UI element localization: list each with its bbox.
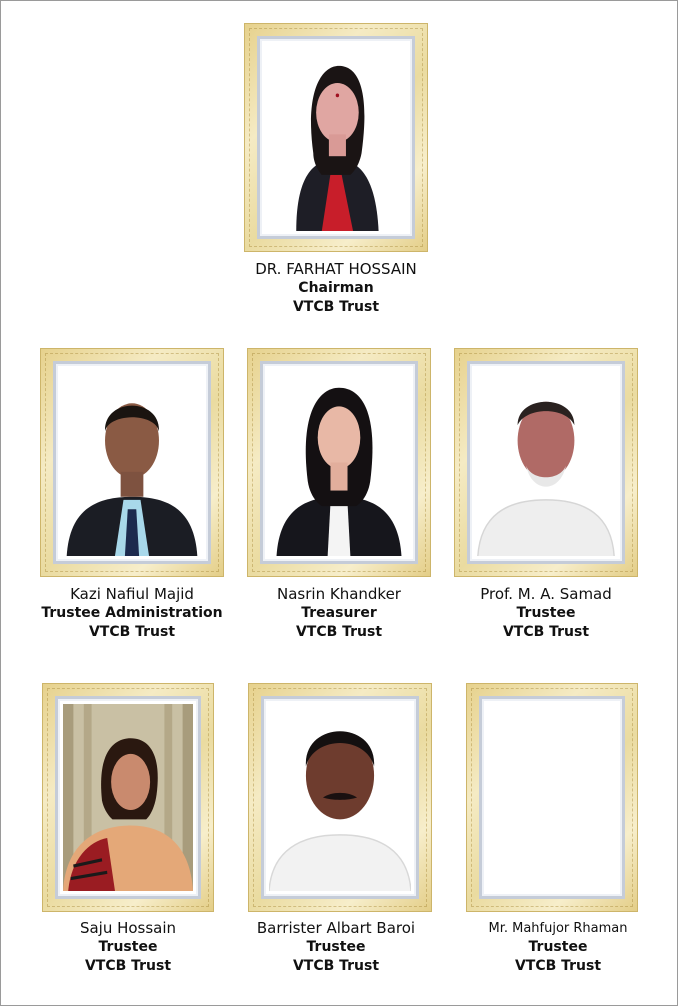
member-role: Trustee — [528, 939, 588, 955]
member-name: DR. FARHAT HOSSAIN — [255, 260, 417, 278]
barrister-albart-baroi-caption — [216, 919, 456, 976]
member-organization: VTCB Trust — [292, 299, 380, 315]
portrait-frame-mahfujor-rhaman — [466, 683, 638, 912]
member-role: Chairman — [298, 280, 374, 296]
portrait-frame-barrister-albart-baroi — [248, 683, 432, 912]
barrister-albart-baroi-photo — [269, 704, 411, 891]
member-name: Prof. M. A. Samad — [480, 585, 612, 603]
portrait-frame-kazi-nafiul-majid — [40, 348, 224, 577]
portrait-frame-nasrin-khandker — [247, 348, 431, 577]
portrait-mat — [260, 361, 418, 564]
member-name: Saju Hossain — [79, 919, 177, 937]
chairman-photo — [265, 44, 407, 231]
kazi-nafiul-majid-caption — [12, 585, 252, 642]
saju-hossain-caption — [8, 919, 248, 976]
nasrin-khandker-caption — [219, 585, 459, 642]
portrait-mat — [479, 696, 625, 899]
chairman-caption — [186, 260, 486, 317]
member-organization: VTCB Trust — [502, 624, 590, 640]
member-organization: VTCB Trust — [514, 958, 602, 974]
member-role: Trustee — [516, 605, 576, 621]
member-role: Treasurer — [301, 605, 377, 621]
portrait-mat — [55, 696, 201, 899]
member-organization: VTCB Trust — [84, 958, 172, 974]
member-name: Barrister Albart Baroi — [256, 919, 416, 937]
member-role: Trustee — [306, 939, 366, 955]
portrait-mat — [467, 361, 625, 564]
member-role: Trustee — [98, 939, 158, 955]
nasrin-khandker-photo — [268, 369, 410, 556]
portrait-frame-prof-m-a-samad — [454, 348, 638, 577]
mahfujor-rhaman-photo-placeholder — [487, 704, 617, 891]
mahfujor-rhaman-caption — [438, 919, 678, 976]
member-name: Kazi Nafiul Majid — [70, 585, 194, 603]
saju-hossain-photo — [63, 704, 193, 891]
portrait-frame-saju-hossain — [42, 683, 214, 912]
member-role: Trustee Administration — [41, 605, 223, 621]
member-name: Nasrin Khandker — [277, 585, 401, 603]
member-organization: VTCB Trust — [88, 624, 176, 640]
prof-m-a-samad-caption — [426, 585, 666, 642]
portrait-mat — [53, 361, 211, 564]
portrait-mat — [261, 696, 419, 899]
portrait-frame-chairman — [244, 23, 428, 252]
kazi-nafiul-majid-photo — [61, 369, 203, 556]
member-name: Mr. Mahfujor Rhaman — [488, 921, 628, 936]
member-organization: VTCB Trust — [295, 624, 383, 640]
portrait-mat — [257, 36, 415, 239]
prof-m-a-samad-photo — [475, 369, 617, 556]
member-organization: VTCB Trust — [292, 958, 380, 974]
